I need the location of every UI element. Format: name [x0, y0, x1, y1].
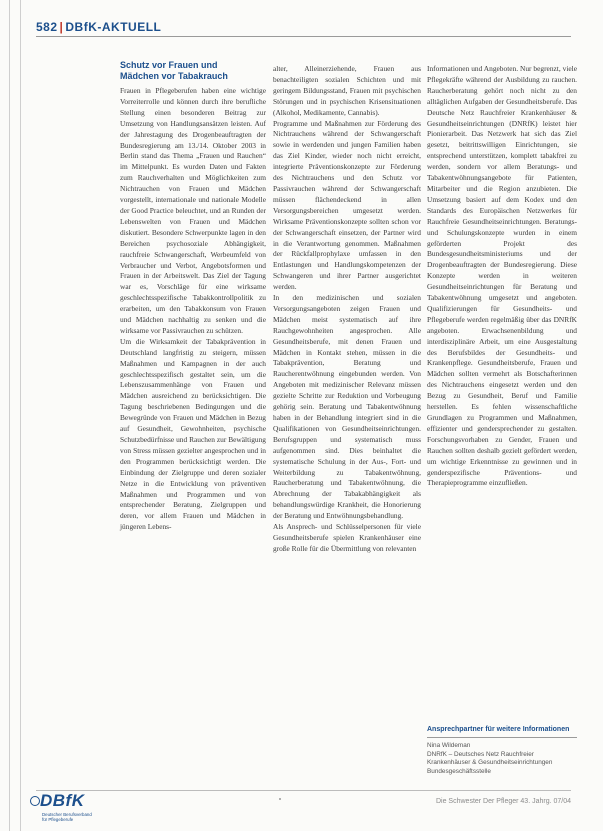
infobox-link[interactable]: DNRfK – Deutsches Netz Rauchfreier [427, 750, 534, 758]
page-dot [279, 798, 281, 800]
article-title [120, 60, 290, 82]
infobox-title: Ansprechpartner für weitere Informationen [427, 726, 570, 733]
text-column-3 [427, 64, 577, 489]
footer-citation: Die Schwester Der Pfleger 43. Jahrg. 07/04 [435, 798, 571, 805]
page-header [36, 20, 161, 34]
paragraph: Als Ansprech- und Schlüsselpersonen für viele Gesundheitsberufe spielen Krankenhäuser eine große Rolle für die Übermittlung von relevanten [273, 522, 421, 553]
paragraph: alter, Alleinerziehende, Frauen aus benachteiligten sozialen Schichten und mit geringem Bildungsstand, Frauen mit psychischen Störungen und in psychischen Krisensituationen (Alkohol, Medikamente, Cannabis). [273, 64, 421, 117]
article-title-line-1: Schutz vor Frauen und [120, 60, 218, 70]
footer-rule [36, 790, 571, 791]
header-rule [36, 36, 571, 37]
infobox-rule [427, 737, 577, 738]
paragraph: Informationen und Angeboten. Nur begrenzt, viele Pflegekräfte während der Ausbildung zu rauchen. Raucherberatung gehört noch nicht zu den alltäglichen Aufgaben der Gesundheitsberufe. Das Deutsche Netz Rauchfreier Krankenhäuser & Gesundheitseinrichtungen (DNRfK) leistet hier Pionierarbeit. Das Netzwerk hat sich das Ziel gesetzt, beitrittswilligen Einrichtungen, sie entsprechend unterstützen, komplett tabakfrei zu werden, sondern vor allem Beratungs- und Tabakentwöhnungsangebote für Patienten, Mitarbeiter und die Region anzubieten. Die Umsetzung basiert auf dem Kodex und den Standards des Europäischen Netzwerkes für Rauchfreie Gesundheitseinrichtungen. Beratungs- und Schulungskonzepte wurden in einem geförderten Projekt des Bundesgesundheitsministeriums und der Drogenbeauftragten der Bundesregierung. Diese Konzepte werden in weiteren Gesundheitseinrichtungen für Beratung und Tabakentwöhnung umgesetzt und angeboten. Qualifizierungen für Gesundheits- und Pflegeberufe werden regelmäßig über das DNRfK angeboten. Erwachsenenbildung und interdisziplinäre Arbeit, um eine Ausgestaltung des Berufsbildes der Gesundheits- und Krankenpflege. Gesundheitsberufe, Frauen und Mädchen sollten vermehrt als Botschafterinnen des Nichtrauchens eingesetzt werden und den Bezug zu Gesundheit, Beruf und Familie herstellen. Es fehlen wissenschaftliche Grundlagen zu Programmen und Maßnahmen, effizienter und gendersprechender zu gestalten. Forschungsvorhaben zu Gender, Frauen und Rauchen sollten deshalb gezielt gefördert werden, um wichtige Erkenntnisse zu gewinnen und in genderspezifische Präventions- und Therapieprogramme einzufließen. [427, 64, 577, 488]
logo-wordmark: DBfK [40, 791, 85, 810]
section-name: DBfK-AKTUELL [65, 20, 162, 34]
text-column-1 [120, 86, 266, 533]
logo-subtitle [42, 812, 92, 822]
paragraph: Programme und Maßnahmen zur Förderung des Nichtrauchens während der Schwangerschaft sowie in werdenden und jungen Familien haben das Ziel Kinder, wieder noch nicht erreicht, integrierte Präventionskonzepte zur Förderung des Nichtrauchens und den Schutz vor Passivrauchen während der Schwangerschaft müssen flächendeckend in allen Versorgungsbereichen umgesetzt werden. Wirksame Präventionskonzepte sollten schon vor der Schwangerschaft einsetzen, der Partner wird in die Verantwortung genommen. Maßnahmen der Rückfallprophylaxe umfassen in den Entlastungen und Handlungskompetenzen der Schwangeren und ihrer Partner ausgerichtet werden. [273, 118, 421, 292]
article-title-line-2: Mädchen vor Tabakrauch [120, 71, 228, 81]
paragraph: Um die Wirksamkeit der Tabakprävention in Deutschland langfristig zu steigern, müssen Maßnahmen und Kampagnen in der auch geschlechtsspezifisch gestaltet sein, um die Lebenszusammenhänge von Frauen und Mädchen ausreichend zu berücksichtigen. Die Tagung beschriebenen Bedingungen und die Bewegründe von Frauen und Mädchen in Bezug auf Gesundheit, Gewohnheiten, psychische Schutzbedürfnisse und Rauchen zur Bewältigung von Stress müssen gezielter angesprochen und in den Programmen berücksichtigt werden. Die Einbindung der Zielgruppe und deren sozialer Netze in die Entwicklung von präventiven Maßnahmen und Programmen und von entsprechender Beratung, Zielgruppen und deren, vor allem Frauen und Mädchen in jüngeren Lebens- [120, 336, 266, 532]
logo-subtitle-line-2: für Pflegeberufe [42, 817, 74, 823]
paragraph: In den medizinischen und sozialen Versorgungsangeboten zeigen Frauen und Mädchen meist systematisch auf ihre Rauchgewohnheiten angesprochen. Alle Gesundheitsberufe, mit denen Frauen und Mädchen in Kontakt stehen, müssen in die Tabakprävention, Beratung und Raucherentwöhnung eingebunden werden. Von Angeboten mit medizinischer Relevanz müssen gezielte Schritte zur Reduktion und Vorbeugung gehörig sein. Beratung und Tabakentwöhnung haben in der Behandlung integriert sind in die Qualifikationen von Gesundheitseinrichtungen. Berufsgruppen und systematisch muss aufgenommen sind. Dies beinhaltet die systematische Schulung in der Aus-, Fort- und Weiterbildung zu Tabakentwöhnung, Raucherberatung und Tabakentwöhnung, die Abrechnung der Tabakabhängigkeit als behandlungswürdige Krankheit, die Honorierung der Beratung und Entwöhnungsbehandlung. [273, 293, 421, 521]
infobox-text [427, 742, 577, 776]
infobox-line: Krankenhäuser & Gesundheitseinrichtungen [427, 759, 553, 767]
infobox-line: Bundesgeschäftsstelle [427, 767, 491, 775]
text-column-2 [273, 64, 421, 555]
logo-subtitle-line-1: Deutscher Berufsverband [42, 812, 92, 817]
binding-spine [9, 0, 21, 831]
page-number: 582 [36, 20, 58, 34]
infobox-line: Nina Wildeman [427, 742, 471, 749]
paragraph: Frauen in Pflegeberufen haben eine wichtige Vorreiterrolle und können durch ihre berufliche Stellung einen besonderen Beitrag zur Umsetzung von Handlungsansätzen leisten. Auf der Jahrestagung des Drogenbeauftragten der Bundesregierung am 13./14. Oktober 2003 in Berlin stand das Thema „Frauen und Rauchen“ im Mittelpunkt. Es wurden Daten und Fakten zum Rauchverhalten und Möglichkeiten zum Nichtrauchen von Frauen und Mädchen vorgestellt, internationale und nationale Modelle der Good Practice beleuchtet, und an Runden der Lebenswelten von Frauen und Mädchen diskutiert. Besondere Schwerpunkte lagen in den Bereichen psychosoziale Abhängigkeit, rauchfreie Schwangerschaft, Werbeumfeld von Verbraucher und Verbot, Angebotsformen und Frauen in der Arbeitswelt. Das Ziel der Tagung war es, Vorschläge für eine wirksame geschlechtsspezifische Tabakkontrollpolitik zu erarbeiten, um den Tabakkonsum von Frauen und Mädchen nachhaltig zu senken und die wirksame vor Passivrauchen zu schützen. [120, 86, 266, 335]
header-separator: | [59, 20, 64, 34]
dbfk-logo [30, 791, 120, 827]
